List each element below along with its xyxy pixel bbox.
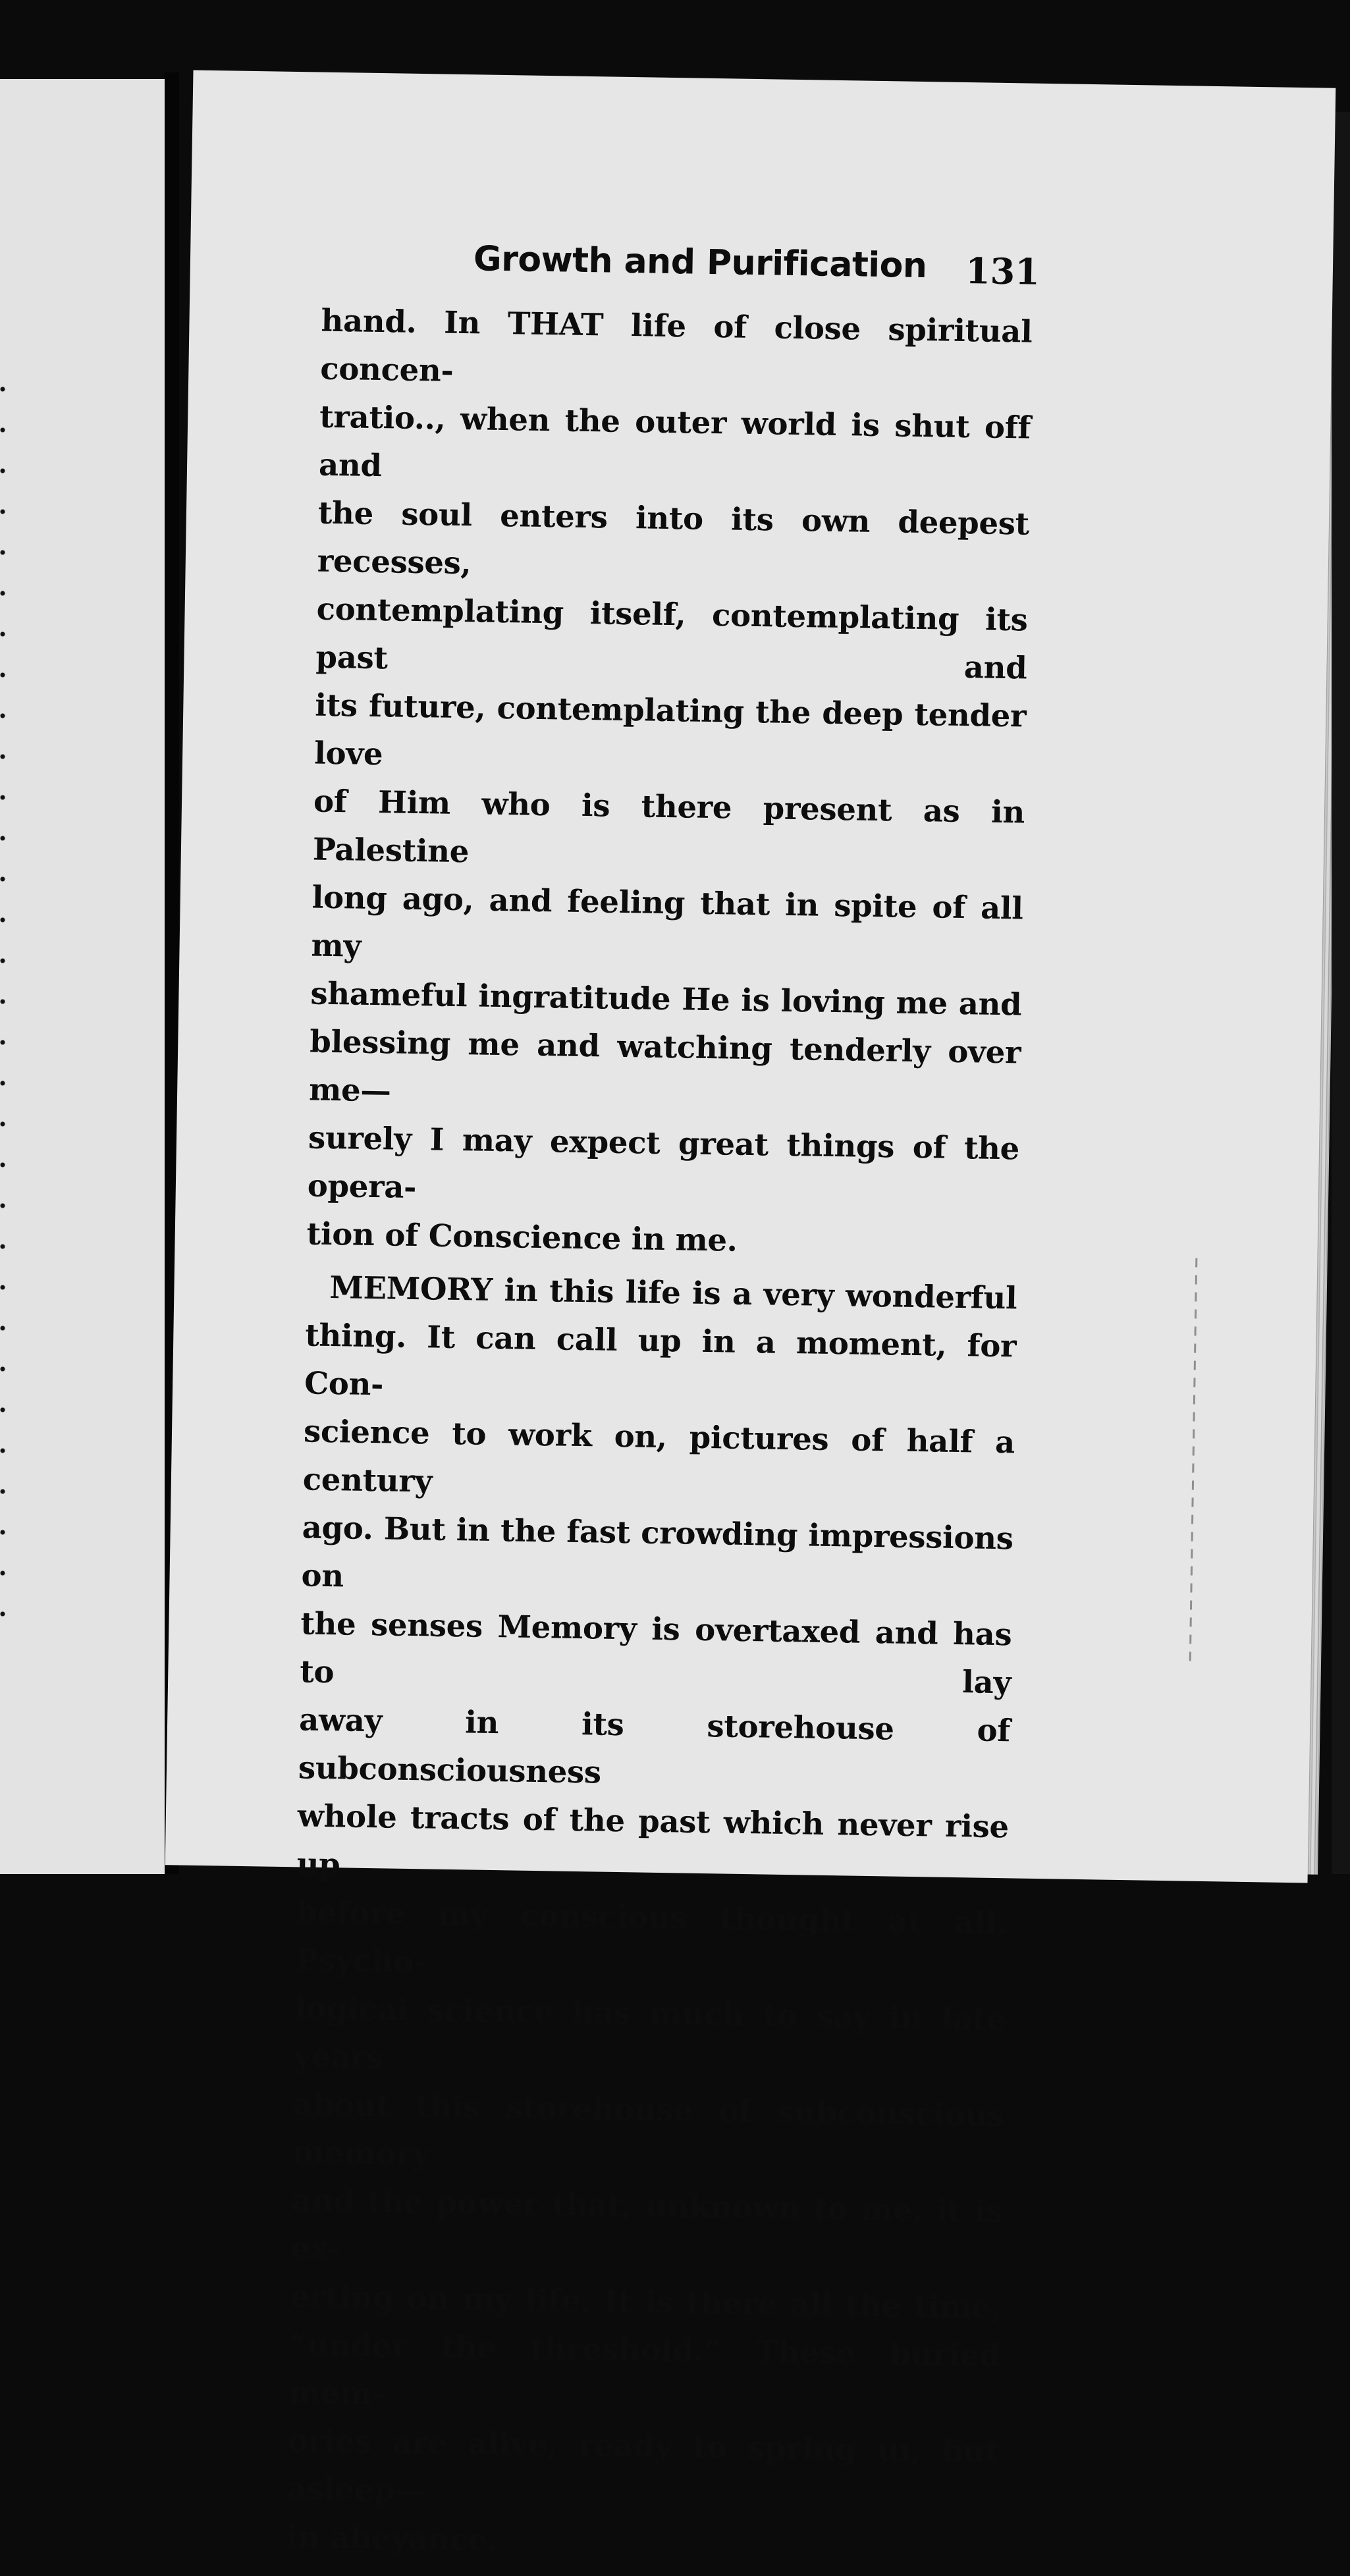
text-line: the senses Memory is overtaxed and has to lay — [299, 1605, 1012, 1701]
text-line: ories are alive, ready to spring uɪ, but asleep— — [286, 2422, 1000, 2509]
text-line: MEMORY in this life is a very wonderful — [329, 1269, 1017, 1316]
text-line: erting on my life. It is there all the time, — [290, 2278, 1002, 2326]
text-line: surely I may expect great things of the opera- — [307, 1119, 1020, 1206]
page-content — [286, 237, 1040, 2572]
text-line: shameful ingratitude He is loving me and — [310, 975, 1022, 1023]
text-line: thing. It can call up in a moment, for Con- — [304, 1316, 1017, 1403]
text-line: logicai science has much to say in late years — [293, 1989, 1006, 2076]
page-number: 131 — [965, 250, 1040, 293]
text-line: of Him who is there present as in Palestine — [312, 782, 1025, 870]
text-line: “under the threshold.” These buried mem- — [288, 2326, 1001, 2412]
text-line: hand. In THAT life of close spiritual concen- — [319, 302, 1033, 389]
page-crease — [1189, 1258, 1198, 1667]
left-page-edge-marks — [0, 369, 5, 1620]
text-line: about this storehouse of subconscious memory — [292, 2085, 1005, 2172]
text-line: whole tracts of the past which never rise up — [296, 1797, 1010, 1883]
left-page-fragment — [0, 79, 165, 1874]
text-line: long ago, and feeling that in spite of all my — [311, 878, 1024, 964]
text-line: in abeyance. — [286, 2518, 499, 2558]
text-line: its future, contemplating the deep tender love — [313, 686, 1027, 772]
paragraph-2 — [286, 1262, 1017, 2571]
text-line: away in its storehouse of subconsciousness — [298, 1701, 1011, 1790]
text-line: tratio.., when the outer world is shut off and — [318, 398, 1031, 484]
text-line: ago. But in the fast crowding impressions on — [301, 1509, 1014, 1594]
text-line: science to work on, pictures of half a century — [302, 1412, 1015, 1499]
text-line: blessing me and watching tenderly over me— — [308, 1023, 1021, 1109]
running-title: Growth and Purification — [473, 239, 927, 286]
text-line: before my conscious thought at all. Psycho- — [295, 1893, 1008, 1980]
paragraph-1 — [306, 296, 1033, 1269]
text-line: tion of Conscience in me. — [306, 1215, 738, 1258]
text-line: and the power that, unknown to me, it is ex- — [290, 2182, 1004, 2267]
page-header — [321, 237, 1040, 308]
text-line: the soul enters into its own deepest recesses, — [317, 494, 1030, 581]
book-page — [165, 70, 1336, 2558]
text-line: contemplating itself, contemplating its past and — [315, 590, 1028, 686]
scan-border — [1332, 112, 1350, 1874]
